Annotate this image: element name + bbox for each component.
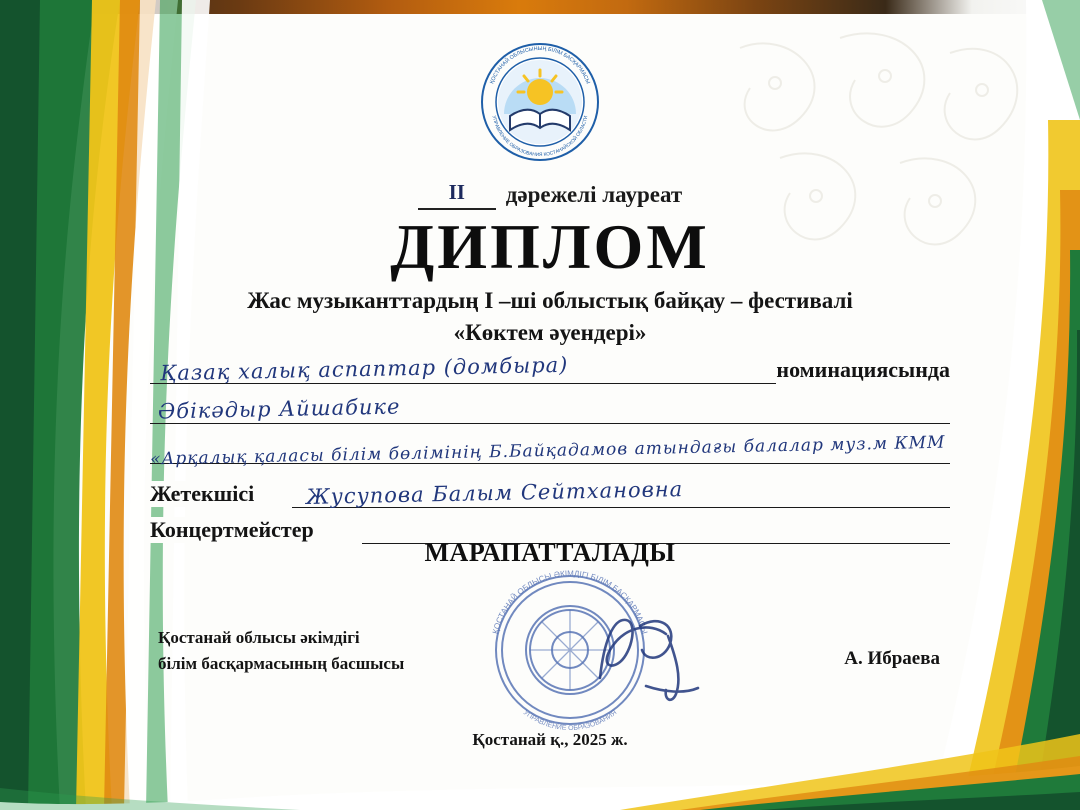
stamp-bottom-text: УПРАВЛЕНИЕ ОБРАЗОВАНИЯ — [521, 709, 619, 733]
nomination-label: номинациясында — [770, 357, 950, 383]
emblem-top-text: ҚОСТАНАЙ ОБЛЫСЫНЫҢ БІЛІМ БАСҚАРМАСЫ — [489, 45, 591, 85]
organization-row — [149, 432, 950, 470]
degree-line — [150, 182, 950, 210]
participant-rule — [150, 423, 950, 424]
participant-name: Әбікәдыр Айшабике — [157, 394, 401, 424]
degree-label: дәрежелі лауреат — [505, 182, 683, 207]
accompanist-label: Концертмейстер — [150, 517, 320, 543]
signer-name: А. Ибраева — [844, 648, 940, 669]
diploma-content — [150, 0, 950, 810]
awarded-text: МАРАПАТТАЛАДЫ — [424, 538, 676, 567]
signature-mark — [580, 600, 750, 710]
festival-subtitle-line2: «Көктем әуендері» — [453, 320, 647, 345]
supervisor-row — [150, 476, 950, 510]
stamp-top-text: ҚОСТАНАЙ ОБЛЫСЫ ӘКІМДІГІ БІЛІМ БАСҚАРМАСЫ — [490, 568, 650, 635]
participant-row — [150, 392, 950, 426]
festival-subtitle-line1: Жас музыканттардың I –ші облыстық байқау – фестивалі — [247, 288, 853, 313]
signer-title-line2: білім басқармасының басшысы — [158, 654, 405, 673]
place-date: Қостанай қ., 2025 ж. — [472, 730, 628, 749]
degree-number-value: II — [448, 180, 465, 204]
supervisor-label: Жетекшісі — [150, 481, 260, 507]
signer-title — [158, 625, 404, 677]
education-department-emblem-icon — [480, 42, 600, 162]
page-title: ДИПЛОМ — [390, 211, 710, 282]
degree-number-field — [418, 182, 496, 210]
svg-text:УПРАВЛЕНИЕ ОБРАЗОВАНИЯ — [522, 709, 618, 732]
signer-title-line1: Қостанай облысы әкімдігі — [158, 628, 360, 647]
emblem-bottom-text: УПРАВЛЕНИЕ ОБРАЗОВАНИЯ КОСТАНАЙСКОЙ ОБЛАСТИ — [490, 115, 590, 159]
supervisor-value: Жусупова Балым Сейтхановна — [305, 477, 684, 509]
nomination-value: Қазақ халық аспаптар (домбыра) — [159, 352, 569, 386]
organization-value: «Арқалық қаласы білім бөлімінің Б.Байқадамов атындағы балалар муз.м КММ — [149, 432, 946, 470]
nomination-row — [150, 352, 950, 386]
